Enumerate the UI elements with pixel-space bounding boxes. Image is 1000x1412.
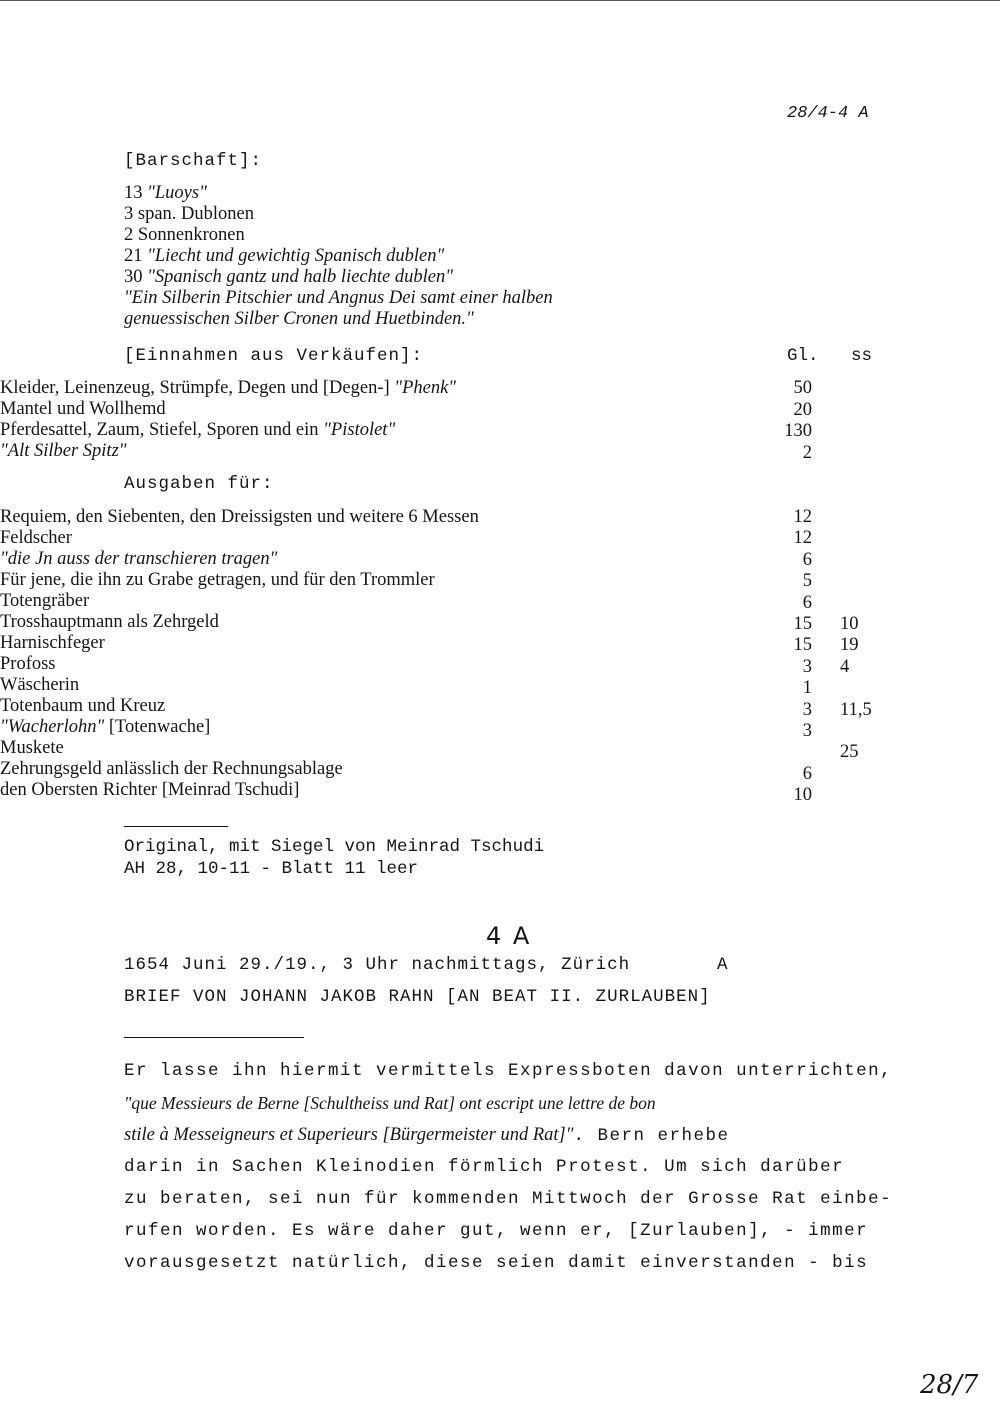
ausgaben-item-note: [Totenwache] xyxy=(104,717,211,737)
ausgaben-gulden-value: 10 xyxy=(793,785,812,806)
ausgaben-table xyxy=(0,507,1000,806)
ausgaben-item-text: Wäscherin xyxy=(0,675,80,695)
ausgaben-gulden-value: 15 xyxy=(793,635,812,656)
ausgaben-schilling-value: 25 xyxy=(840,742,859,763)
einnahmen-gulden-value: 130 xyxy=(784,421,812,441)
source-note-line1: Original, mit Siegel von Meinrad Tschudi xyxy=(124,837,545,857)
barschaft-item: "Spanisch gantz und halb liechte dublen" xyxy=(147,267,453,287)
ausgaben-item-text: Totenbaum und Kreuz xyxy=(0,696,166,716)
barschaft-line xyxy=(124,267,553,288)
barschaft-line xyxy=(124,183,553,204)
ausgaben-gulden-value: 6 xyxy=(802,549,812,570)
body-line-5: zu beraten, sei nun für kommenden Mittwoch der Grosse Rat einbe- xyxy=(124,1189,893,1209)
ausgaben-schilling-value: 10 xyxy=(840,614,859,634)
ausgaben-item-quote: "Wacherlohn" xyxy=(0,717,105,737)
ausgaben-schilling-value: 11,5 xyxy=(840,699,872,720)
ausgaben-gulden-value: 6 xyxy=(802,763,812,784)
ausgaben-item-text: Zehrungsgeld anlässlich der Rechnungsablage xyxy=(0,759,343,779)
barschaft-item: genuessischen Silber Cronen und Huetbinden." xyxy=(124,309,474,329)
section-number: 4 A xyxy=(486,922,532,950)
ausgaben-gulden-value: 12 xyxy=(793,507,812,527)
body-line-1: Er lasse ihn hiermit vermittels Expressboten davon unterrichten, xyxy=(124,1061,893,1081)
ausgaben-gulden-value: 1 xyxy=(802,678,812,699)
barschaft-line xyxy=(124,288,553,309)
barschaft-item: "Luoys" xyxy=(147,183,207,203)
body-line-3 xyxy=(124,1125,730,1146)
barschaft-heading: [Barschaft]: xyxy=(124,151,263,171)
ausgaben-row xyxy=(0,549,1000,570)
ausgaben-item-quote: "die Jn auss der transchieren tragen" xyxy=(0,549,278,569)
einnahmen-row xyxy=(0,399,1000,420)
ausgaben-schilling-value: 19 xyxy=(840,635,859,656)
ausgaben-item-text: Trosshauptmann als Zehrgeld xyxy=(0,612,219,632)
ausgaben-gulden-value: 3 xyxy=(802,699,812,720)
barschaft-list xyxy=(124,183,553,330)
einnahmen-gulden-value: 20 xyxy=(793,399,812,420)
ausgaben-item-text: Für jene, die ihn zu Grabe getragen, und für den Trommler xyxy=(0,570,435,590)
ausgaben-gulden-value: 6 xyxy=(802,592,812,613)
einnahmen-item-text: Kleider, Leinenzeug, Strümpfe, Degen und [Degen-] xyxy=(0,378,395,398)
einnahmen-row xyxy=(0,441,1000,462)
body-line-4: darin in Sachen Kleinodien förmlich Protest. Um sich darüber xyxy=(124,1157,845,1177)
barschaft-amount: 30 xyxy=(124,267,148,287)
ausgaben-gulden-value: 15 xyxy=(793,614,812,634)
page-number: 28/4-4 A xyxy=(787,104,869,123)
ausgaben-row xyxy=(0,780,1000,801)
page-top-edge xyxy=(0,0,1000,1)
separator-rule xyxy=(124,826,228,827)
body-line-3-rest: . Bern erhebe xyxy=(573,1126,730,1146)
ausgaben-row xyxy=(0,528,1000,549)
einnahmen-row xyxy=(0,420,1000,441)
column-header-gl: Gl. xyxy=(787,346,819,366)
section-marker: A xyxy=(717,955,728,975)
ausgaben-heading: Ausgaben für: xyxy=(124,474,274,494)
section-date-line: 1654 Juni 29./19., 3 Uhr nachmittags, Zürich xyxy=(124,955,631,975)
einnahmen-item-text: Mantel und Wollhemd xyxy=(0,399,166,419)
body-line-6: rufen worden. Es wäre daher gut, wenn er, [Zurlauben], - immer xyxy=(124,1221,869,1241)
barschaft-line xyxy=(124,246,553,267)
einnahmen-heading: [Einnahmen aus Verkäufen]: xyxy=(124,346,424,366)
barschaft-item: "Ein Silberin Pitschier und Angnus Dei samt einer halben xyxy=(124,288,553,308)
einnahmen-gulden-value: 2 xyxy=(802,442,812,463)
ausgaben-item-text: Feldscher xyxy=(0,528,72,548)
ausgaben-item-text: Profoss xyxy=(0,654,56,674)
einnahmen-gulden-value: 50 xyxy=(793,378,812,398)
source-note-line2: AH 28, 10-11 - Blatt 11 leer xyxy=(124,859,419,879)
ausgaben-gulden-value: 12 xyxy=(793,528,812,549)
body-line-7: vorausgesetzt natürlich, diese seien damit einverstanden - bis xyxy=(124,1253,869,1273)
handwritten-folio-number: 28/7 xyxy=(920,1370,979,1400)
ausgaben-item-text: den Obersten Richter [Meinrad Tschudi] xyxy=(0,780,300,800)
barschaft-amount: 13 xyxy=(124,183,148,203)
barschaft-item: "Liecht und gewichtig Spanisch dublen" xyxy=(147,246,445,266)
ausgaben-row xyxy=(0,591,1000,612)
ausgaben-schilling-value: 4 xyxy=(840,656,850,677)
barschaft-amount: 2 Sonnenkronen xyxy=(124,225,245,245)
ausgaben-row xyxy=(0,675,1000,696)
ausgaben-row xyxy=(0,570,1000,591)
einnahmen-row xyxy=(0,378,1000,399)
ausgaben-item-text: Harnischfeger xyxy=(0,633,105,653)
body-line-2: "que Messieurs de Berne [Schultheiss und Rat] ont escript une lettre de bon xyxy=(124,1093,656,1113)
einnahmen-table xyxy=(0,378,1000,462)
ausgaben-item-text: Muskete xyxy=(0,738,64,758)
einnahmen-item-quote: "Phenk" xyxy=(394,378,457,398)
title-rule xyxy=(124,1037,304,1038)
barschaft-line xyxy=(124,204,553,225)
column-header-ss: ss xyxy=(851,346,873,366)
barschaft-amount: 3 span. Dublonen xyxy=(124,204,254,224)
ausgaben-item-text: Totengräber xyxy=(0,591,90,611)
ausgaben-item-text: Requiem, den Siebenten, den Dreissigsten und weitere 6 Messen xyxy=(0,507,479,527)
ausgaben-gulden-value: 3 xyxy=(802,721,812,741)
section-title: BRIEF VON JOHANN JAKOB RAHN [AN BEAT II. ZURLAUBEN] xyxy=(124,987,711,1007)
ausgaben-row xyxy=(0,507,1000,528)
einnahmen-item-text: Pferdesattel, Zaum, Stiefel, Sporen und ein xyxy=(0,420,324,440)
barschaft-line xyxy=(124,225,553,246)
ausgaben-gulden-value: 3 xyxy=(802,656,812,677)
barschaft-amount: 21 xyxy=(124,246,148,266)
barschaft-line xyxy=(124,309,553,330)
ausgaben-gulden-value: 5 xyxy=(802,571,812,592)
einnahmen-item-quote: "Alt Silber Spitz" xyxy=(0,441,127,461)
body-line-3-quote: stile à Messeigneurs et Superieurs [Bürgermeister und Rat]" xyxy=(124,1125,574,1145)
einnahmen-item-quote: "Pistolet" xyxy=(323,420,396,440)
